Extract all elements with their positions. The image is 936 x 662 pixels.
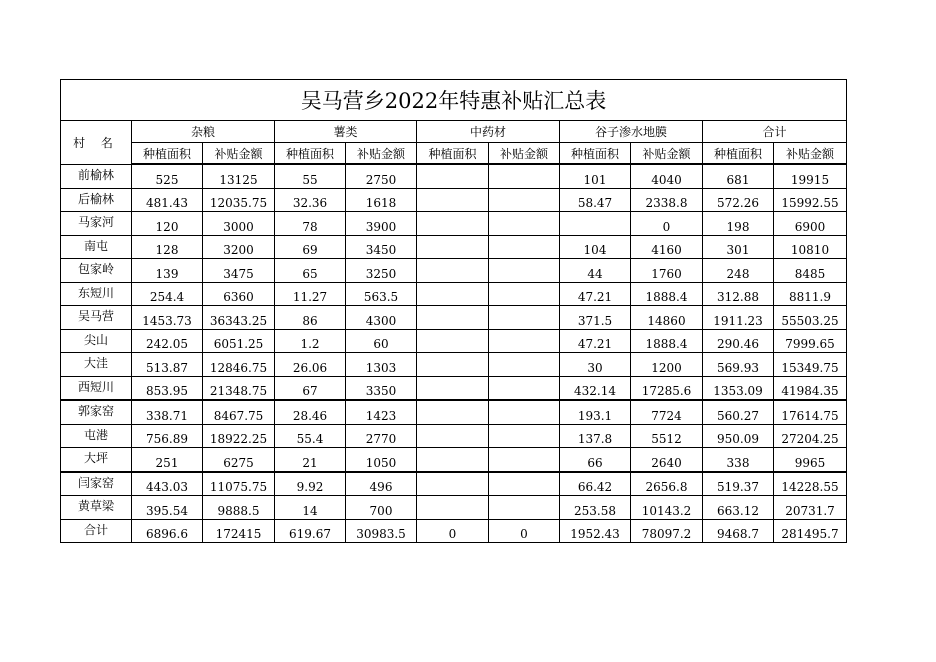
amount-cell [489,472,560,496]
subheader-area: 种植面积 [275,143,346,165]
table-row [61,164,847,188]
amount-cell [489,448,560,472]
amount-cell: 700 [346,496,417,520]
village-name-cell: 黄草梁 [61,496,132,520]
amount-cell: 3250 [346,259,417,283]
area-cell: 853.95 [132,376,203,400]
area-cell: 254.4 [132,282,203,306]
table-row [61,448,847,472]
amount-cell: 5512 [631,424,703,448]
area-cell: 371.5 [560,306,631,330]
area-cell: 44 [560,259,631,283]
amount-cell: 3350 [346,376,417,400]
area-cell: 14 [275,496,346,520]
table-row [61,212,847,236]
amount-cell: 41984.35 [774,376,847,400]
table-row [61,519,847,543]
area-cell [560,212,631,236]
area-cell: 78 [275,212,346,236]
area-cell: 193.1 [560,400,631,424]
amount-cell: 6051.25 [203,329,275,353]
village-name-cell: 后榆林 [61,188,132,212]
area-cell [417,448,489,472]
table-title: 吴马营乡2022年特惠补贴汇总表 [61,80,847,121]
village-name-cell: 合计 [61,519,132,543]
area-cell: 338.71 [132,400,203,424]
group-header-tubers: 薯类 [275,121,417,143]
amount-cell: 9965 [774,448,847,472]
area-cell: 338 [703,448,774,472]
village-name-cell: 郭家窑 [61,400,132,424]
amount-cell: 14228.55 [774,472,847,496]
amount-cell: 4040 [631,164,703,188]
area-cell [417,188,489,212]
amount-cell: 3000 [203,212,275,236]
table-row [61,235,847,259]
area-cell [417,376,489,400]
table-row [61,353,847,377]
amount-cell: 78097.2 [631,519,703,543]
table-row [61,259,847,283]
table-row [61,496,847,520]
area-cell: 55 [275,164,346,188]
table-row [61,188,847,212]
area-cell: 67 [275,376,346,400]
amount-cell: 1423 [346,400,417,424]
area-cell [417,400,489,424]
village-name-cell: 闫家窑 [61,472,132,496]
subheader-amount: 补贴金额 [774,143,847,165]
amount-cell: 0 [631,212,703,236]
amount-cell: 14860 [631,306,703,330]
village-name-cell: 前榆林 [61,164,132,188]
area-cell: 9.92 [275,472,346,496]
area-cell: 1353.09 [703,376,774,400]
amount-cell: 10143.2 [631,496,703,520]
amount-cell: 6360 [203,282,275,306]
group-header-herbs: 中药材 [417,121,560,143]
area-cell: 128 [132,235,203,259]
subheader-area: 种植面积 [417,143,489,165]
area-cell: 55.4 [275,424,346,448]
amount-cell: 9888.5 [203,496,275,520]
area-cell: 432.14 [560,376,631,400]
amount-cell: 1888.4 [631,329,703,353]
area-cell: 572.26 [703,188,774,212]
amount-cell: 6275 [203,448,275,472]
area-cell: 242.05 [132,329,203,353]
area-cell: 569.93 [703,353,774,377]
amount-cell: 3200 [203,235,275,259]
amount-cell: 8467.75 [203,400,275,424]
area-cell: 137.8 [560,424,631,448]
amount-cell: 60 [346,329,417,353]
amount-cell: 36343.25 [203,306,275,330]
area-cell [417,496,489,520]
area-cell [417,472,489,496]
amount-cell: 8811.9 [774,282,847,306]
area-cell: 1.2 [275,329,346,353]
area-cell [417,306,489,330]
amount-cell: 20731.7 [774,496,847,520]
amount-cell: 1618 [346,188,417,212]
amount-cell [489,306,560,330]
amount-cell: 18922.25 [203,424,275,448]
amount-cell: 10810 [774,235,847,259]
amount-cell [489,164,560,188]
subheader-amount: 补贴金额 [631,143,703,165]
amount-cell: 30983.5 [346,519,417,543]
area-cell: 86 [275,306,346,330]
amount-cell [489,235,560,259]
table-row [61,282,847,306]
amount-cell [489,424,560,448]
area-cell: 9468.7 [703,519,774,543]
table-row [61,472,847,496]
amount-cell: 7999.65 [774,329,847,353]
area-cell: 65 [275,259,346,283]
subheader-amount: 补贴金额 [489,143,560,165]
area-cell [417,282,489,306]
amount-cell [489,282,560,306]
area-cell: 1911.23 [703,306,774,330]
amount-cell: 1888.4 [631,282,703,306]
group-header-millet-film: 谷子渗水地膜 [560,121,703,143]
subheader-area: 种植面积 [560,143,631,165]
amount-cell [489,259,560,283]
area-cell: 395.54 [132,496,203,520]
area-cell: 248 [703,259,774,283]
village-name-cell: 东短川 [61,282,132,306]
area-cell: 101 [560,164,631,188]
area-cell: 443.03 [132,472,203,496]
village-name-cell: 吴马营 [61,306,132,330]
amount-cell: 4160 [631,235,703,259]
area-cell: 253.58 [560,496,631,520]
area-cell: 950.09 [703,424,774,448]
area-cell: 198 [703,212,774,236]
village-name-cell: 包家岭 [61,259,132,283]
area-cell: 69 [275,235,346,259]
area-cell [417,424,489,448]
amount-cell: 3450 [346,235,417,259]
amount-cell: 55503.25 [774,306,847,330]
amount-cell: 6900 [774,212,847,236]
amount-cell: 17285.6 [631,376,703,400]
village-name-cell: 南屯 [61,235,132,259]
area-cell: 66.42 [560,472,631,496]
table-row [61,424,847,448]
area-cell [417,259,489,283]
amount-cell: 17614.75 [774,400,847,424]
amount-cell [489,496,560,520]
area-cell: 139 [132,259,203,283]
area-cell: 525 [132,164,203,188]
area-cell [417,164,489,188]
area-cell: 481.43 [132,188,203,212]
amount-cell: 8485 [774,259,847,283]
area-cell: 519.37 [703,472,774,496]
amount-cell: 172415 [203,519,275,543]
amount-cell [489,329,560,353]
table-row [61,376,847,400]
amount-cell: 1760 [631,259,703,283]
area-cell [417,212,489,236]
amount-cell: 21348.75 [203,376,275,400]
area-cell: 6896.6 [132,519,203,543]
area-cell: 21 [275,448,346,472]
amount-cell: 563.5 [346,282,417,306]
area-cell: 26.06 [275,353,346,377]
area-cell: 47.21 [560,282,631,306]
area-cell [417,235,489,259]
table-row [61,306,847,330]
amount-cell: 2338.8 [631,188,703,212]
area-cell: 290.46 [703,329,774,353]
amount-cell: 12035.75 [203,188,275,212]
table-row [61,400,847,424]
village-name-cell: 屯港 [61,424,132,448]
area-cell: 560.27 [703,400,774,424]
area-cell: 619.67 [275,519,346,543]
amount-cell: 11075.75 [203,472,275,496]
amount-cell: 2750 [346,164,417,188]
subheader-amount: 补贴金额 [346,143,417,165]
village-name-cell: 大坪 [61,448,132,472]
area-cell: 681 [703,164,774,188]
area-cell: 663.12 [703,496,774,520]
area-cell: 312.88 [703,282,774,306]
village-name-cell: 尖山 [61,329,132,353]
amount-cell [489,376,560,400]
table-row [61,329,847,353]
village-name-cell: 大洼 [61,353,132,377]
subheader-area: 种植面积 [132,143,203,165]
amount-cell: 281495.7 [774,519,847,543]
amount-cell: 1303 [346,353,417,377]
village-name-cell: 西短川 [61,376,132,400]
subheader-amount: 补贴金额 [203,143,275,165]
village-name-cell: 马家河 [61,212,132,236]
subheader-area: 种植面积 [703,143,774,165]
amount-cell: 1050 [346,448,417,472]
group-header-total: 合计 [703,121,847,143]
amount-cell: 4300 [346,306,417,330]
amount-cell: 3475 [203,259,275,283]
area-cell: 66 [560,448,631,472]
area-cell: 1453.73 [132,306,203,330]
amount-cell: 2656.8 [631,472,703,496]
area-cell: 251 [132,448,203,472]
amount-cell: 496 [346,472,417,496]
area-cell: 28.46 [275,400,346,424]
area-cell: 513.87 [132,353,203,377]
amount-cell: 15349.75 [774,353,847,377]
amount-cell: 1200 [631,353,703,377]
area-cell: 104 [560,235,631,259]
amount-cell: 2640 [631,448,703,472]
group-header-grain: 杂粮 [132,121,275,143]
amount-cell: 3900 [346,212,417,236]
area-cell: 120 [132,212,203,236]
amount-cell [489,400,560,424]
amount-cell: 12846.75 [203,353,275,377]
area-cell: 47.21 [560,329,631,353]
area-cell: 1952.43 [560,519,631,543]
area-cell: 32.36 [275,188,346,212]
amount-cell: 7724 [631,400,703,424]
area-cell: 58.47 [560,188,631,212]
area-cell: 301 [703,235,774,259]
subsidy-summary-table [60,79,847,543]
area-cell: 0 [417,519,489,543]
amount-cell: 0 [489,519,560,543]
area-cell [417,329,489,353]
amount-cell: 27204.25 [774,424,847,448]
amount-cell [489,188,560,212]
amount-cell [489,212,560,236]
area-cell: 11.27 [275,282,346,306]
area-cell: 30 [560,353,631,377]
area-cell: 756.89 [132,424,203,448]
amount-cell: 2770 [346,424,417,448]
village-column-header: 村 名 [61,121,132,165]
amount-cell: 13125 [203,164,275,188]
amount-cell: 19915 [774,164,847,188]
amount-cell [489,353,560,377]
area-cell [417,353,489,377]
amount-cell: 15992.55 [774,188,847,212]
